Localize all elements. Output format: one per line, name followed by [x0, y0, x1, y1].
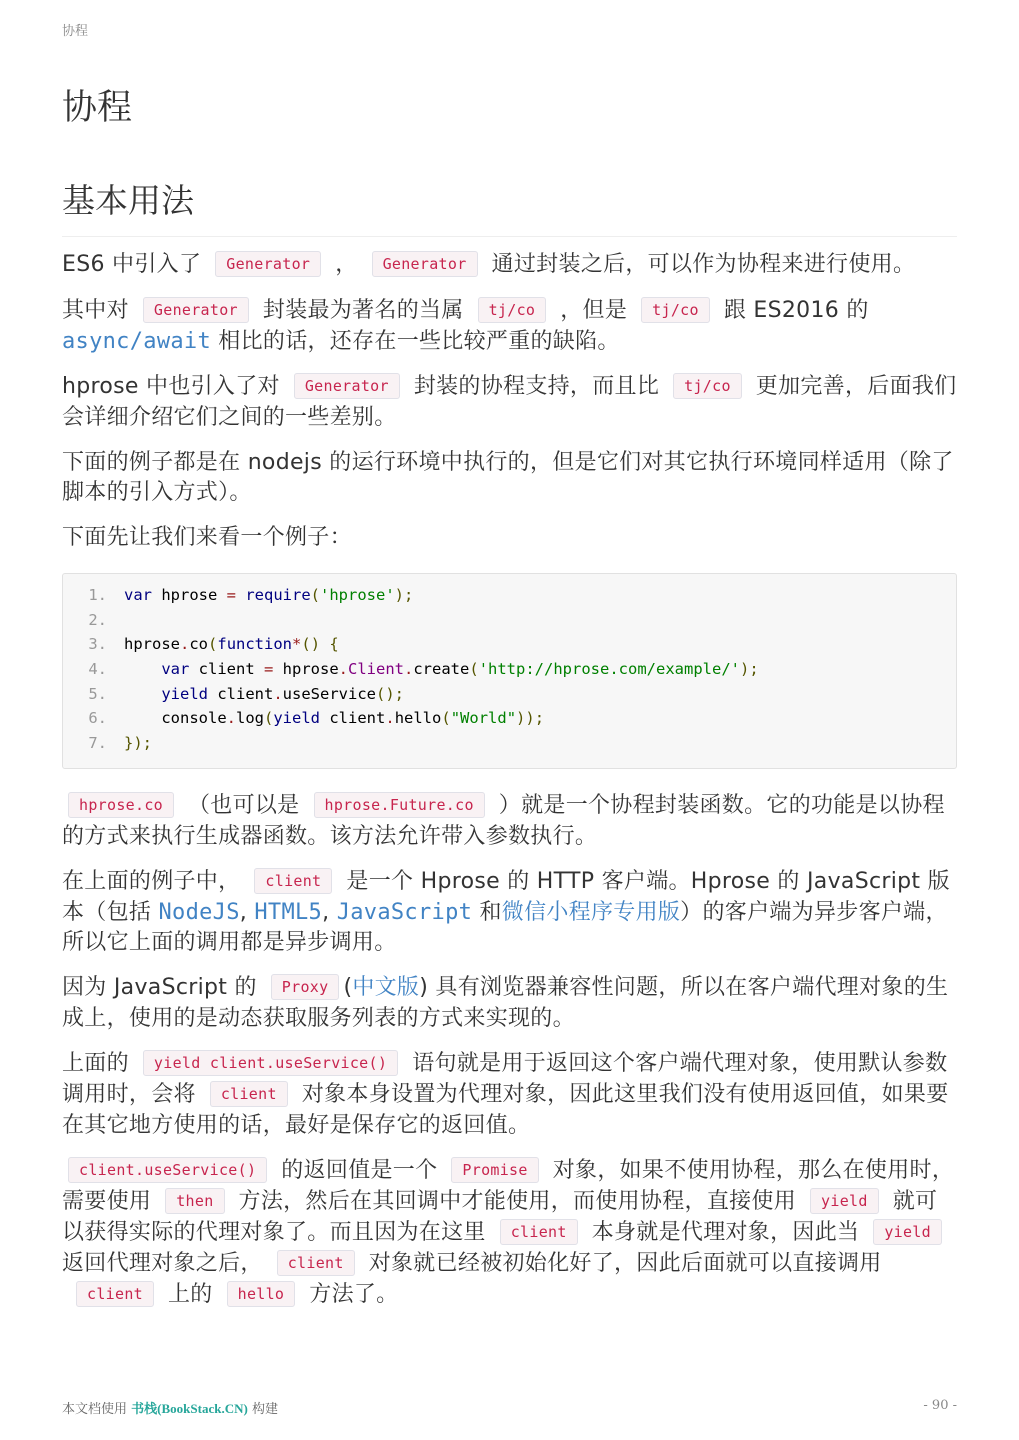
operator: . [226, 709, 236, 728]
paragraph-5 [62, 523, 957, 553]
identifier: client [189, 660, 264, 679]
text: 其中对 [62, 298, 129, 323]
identifier: hprose [273, 660, 339, 679]
async-await-link[interactable]: async/await [62, 329, 211, 354]
javascript-link[interactable]: JavaScript [336, 899, 473, 925]
inline-code: hprose.Future.co [314, 792, 485, 818]
class-name: Client [348, 660, 404, 679]
text: 对象就已经被初始化好了，因此后面就可以直接调用 [368, 1250, 882, 1276]
punctuation: ); [394, 586, 414, 604]
method: hello [394, 709, 442, 728]
text: 通过封装之后，可以作为协程来进行使用。 [491, 252, 916, 277]
paragraph-4 [62, 448, 957, 508]
inline-code: then [165, 1188, 224, 1214]
function-name: require [236, 586, 311, 604]
text: 对象，如果不使用协程，那么在使用时，需要使用 [62, 1157, 955, 1214]
paragraph-2 [62, 296, 957, 357]
inline-code: hello [227, 1281, 296, 1307]
inline-code: client [500, 1219, 578, 1245]
text: 更加完善，后面我们会详细介绍它们之间的一些差别。 [62, 374, 957, 430]
operator: = [263, 660, 274, 679]
page-number: - 90 - [923, 1398, 957, 1413]
inline-code: Generator [215, 251, 321, 277]
text: hprose 中也引入了对 [62, 374, 280, 399]
html5-link[interactable]: HTML5 [254, 899, 323, 925]
operator: . [180, 635, 190, 654]
punctuation: ( [469, 660, 479, 679]
text: 语句就是用于返回这个客户端代理对象，使用默认参数调用时，会将 [62, 1050, 948, 1107]
string: 'hprose' [320, 586, 395, 604]
code-line [63, 608, 956, 633]
punctuation: (); [376, 684, 404, 703]
inline-code: Generator [294, 373, 400, 399]
text: 上面的 [62, 1050, 129, 1076]
text: 是一个 Hprose 的 HTTP 客户端。Hprose 的 JavaScript 版本（包括 [62, 868, 950, 925]
punctuation: ( [208, 635, 218, 654]
inline-code: client [254, 868, 332, 894]
method: log [236, 709, 264, 728]
text: ES6 中引入了 [62, 252, 202, 277]
text: （也可以是 [187, 792, 300, 818]
keyword: yield [161, 684, 208, 703]
indent [124, 660, 161, 678]
operator: . [338, 660, 348, 679]
inline-code: yield client.useService() [143, 1050, 398, 1076]
line-number: 2. [88, 610, 107, 629]
string: 'http://hprose.com/example/' [478, 660, 740, 679]
inline-code: client [210, 1081, 288, 1107]
text: 和 [479, 899, 502, 925]
operator: = [226, 586, 236, 604]
text: , [239, 899, 248, 925]
inline-code: yield [810, 1188, 879, 1214]
wechat-miniprogram-link[interactable]: 微信小程序专用版 [501, 899, 681, 925]
punctuation: ( [441, 709, 451, 728]
text: 封装的协程支持，而且比 [413, 374, 660, 399]
text: 返回代理对象之后， [62, 1250, 263, 1276]
inline-code: Proxy [271, 974, 340, 1000]
text: 下面先让我们来看一个例子： [62, 525, 352, 550]
keyword: yield [273, 709, 321, 728]
indent [124, 709, 161, 727]
footer-credit [62, 1398, 278, 1417]
code-line [63, 583, 956, 608]
inline-code: tj/co [478, 297, 547, 323]
punctuation: ); [739, 660, 759, 679]
text: 因为 JavaScript 的 [62, 974, 257, 1000]
article-body [62, 250, 957, 1326]
punctuation: ( [264, 709, 274, 728]
text: ）就是一个协程封装函数。它的功能是以协程的方式来执行生成器函数。该方法允许带入参数执行。 [62, 792, 945, 849]
text: 相比的话，还存在一些比较严重的缺陷。 [218, 329, 620, 354]
punctuation: () { [301, 635, 339, 654]
text: 本身就是代理对象，因此当 [591, 1219, 860, 1245]
code-line [63, 632, 956, 657]
page-title: 协程 [62, 88, 133, 128]
line-number: 4. [88, 660, 107, 679]
punctuation: ( [310, 586, 320, 604]
text: 对象本身设置为代理对象，因此这里我们没有使用返回值，如果要在其它地方使用的话，最好是保存它的返回值。 [62, 1081, 949, 1138]
text: 的返回值是一个 [281, 1157, 438, 1183]
method: create [413, 660, 470, 679]
code-line [63, 706, 956, 731]
line-number: 1. [88, 586, 107, 604]
text: 跟 ES2016 的 [723, 298, 869, 323]
keyword: var [161, 660, 190, 679]
inline-code: client [76, 1281, 154, 1307]
proxy-chinese-link[interactable]: 中文版 [352, 974, 420, 1000]
operator: . [273, 684, 283, 703]
inline-code: tj/co [641, 297, 710, 323]
bookstack-link[interactable]: 书栈(BookStack.CN) [131, 1401, 248, 1416]
keyword: var [124, 586, 152, 604]
footer-suffix: 构建 [251, 1402, 278, 1417]
text: ）的客户端为异步客户端，所以它上面的调用都是异步调用。 [62, 899, 948, 955]
identifier: client [320, 709, 386, 728]
line-number: 3. [88, 635, 107, 654]
identifier: console [161, 709, 227, 728]
text: ( [343, 974, 353, 1000]
punctuation: }); [124, 734, 152, 753]
text: ) 具有浏览器兼容性问题，所以在客户端代理对象的生成上，使用的是动态获取服务列表的方式来实现的。 [62, 974, 949, 1031]
nodejs-link[interactable]: NodeJS [158, 899, 240, 925]
operator: * [292, 635, 302, 654]
method: useService [282, 684, 376, 703]
text: ，但是 [560, 298, 628, 323]
line-number: 6. [88, 709, 107, 728]
code-block [62, 573, 957, 769]
punctuation: )); [516, 709, 545, 728]
inline-code: tj/co [673, 373, 742, 399]
text: 就可以获得实际的代理对象了。而且因为在这里 [62, 1188, 938, 1245]
paragraph-9 [62, 1049, 957, 1141]
paragraph-6 [62, 791, 957, 852]
inline-code: Generator [372, 251, 478, 277]
footer-prefix: 本文档使用 [62, 1402, 128, 1417]
text: 封装最为著名的当属 [262, 298, 464, 323]
paragraph-3 [62, 372, 957, 433]
string: "World" [450, 709, 517, 728]
paragraph-8 [62, 973, 957, 1034]
identifier: hprose [152, 586, 227, 604]
code-line [63, 731, 956, 756]
operator: . [404, 660, 414, 679]
text: 方法了。 [309, 1281, 399, 1307]
text: 方法，然后在其回调中才能使用，而使用协程，直接使用 [238, 1188, 797, 1214]
code-line [63, 682, 956, 707]
inline-code: Generator [143, 297, 249, 323]
code-line [63, 657, 956, 682]
text: ， [335, 252, 358, 277]
indent [124, 685, 161, 703]
text: , [322, 899, 330, 925]
line-number: 5. [88, 684, 107, 703]
inline-code: yield [873, 1219, 942, 1245]
inline-code: client.useService() [68, 1157, 267, 1183]
line-number: 7. [88, 734, 107, 753]
section-title: 基本用法 [62, 175, 957, 237]
paragraph-7 [62, 867, 957, 958]
identifier: client [208, 684, 274, 703]
inline-code: client [277, 1250, 355, 1276]
paragraph-10 [62, 1156, 957, 1311]
text: 在上面的例子中， [62, 868, 241, 894]
paragraph-1 [62, 250, 957, 281]
text: 下面的例子都是在 nodejs 的运行环境中执行的，但是它们对其它执行环境同样适用（除了脚本的引入方式）。 [62, 450, 954, 505]
identifier: hprose [124, 635, 180, 654]
inline-code: Promise [451, 1157, 538, 1183]
inline-code: hprose.co [68, 792, 174, 818]
operator: . [385, 709, 395, 728]
keyword: function [217, 635, 293, 654]
text: 上的 [168, 1281, 213, 1307]
method: co [189, 635, 209, 654]
running-header: 协程 [62, 24, 89, 39]
